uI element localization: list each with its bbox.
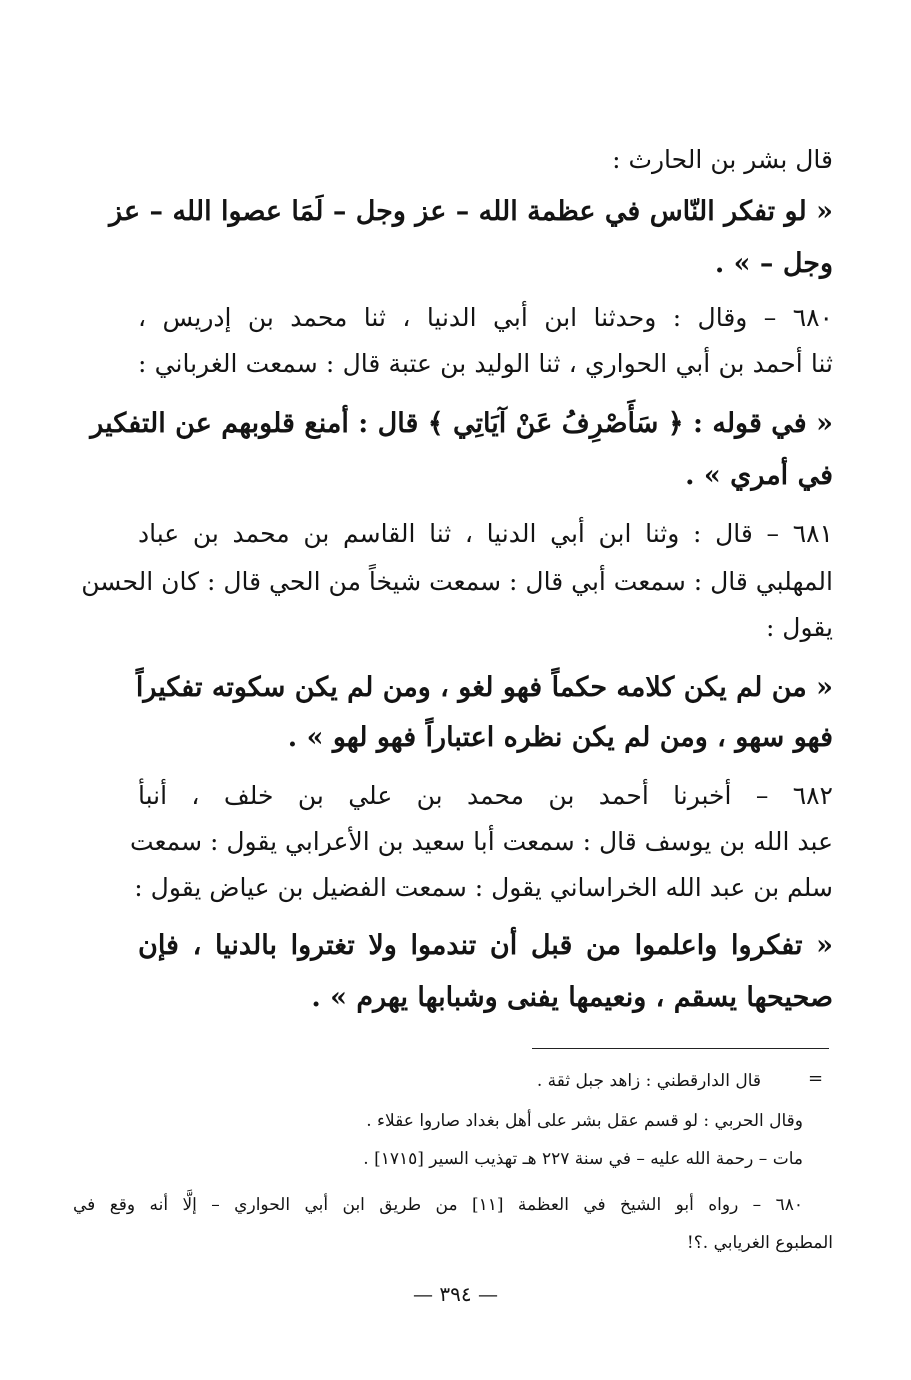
quote-line: فهو سهو ، ومن لم يكن نظره اعتباراً فهو لهو » .	[287, 722, 833, 753]
footnote-separator	[532, 1048, 829, 1049]
text-line: عبد الله بن يوسف قال : سمعت أبا سعيد بن الأعرابي يقول : سمعت	[130, 827, 833, 856]
quote-line: وجل – » .	[714, 248, 833, 279]
text-line: المهلبي قال : سمعت أبي قال : سمعت شيخاً من الحي قال : كان الحسن	[81, 567, 833, 596]
footnote-continuation-mark: =	[808, 1068, 824, 1089]
quote-line: « لو تفكر النّاس في عظمة الله – عز وجل – لَمَا عصوا الله – عز	[109, 196, 833, 227]
page-number: — ٣٩٤ —	[413, 1282, 498, 1306]
quote-line: في أمري » .	[685, 460, 833, 491]
text-line: يقول :	[765, 613, 833, 642]
text-line: سلم بن عبد الله الخراساني يقول : سمعت الفضيل بن عياض يقول :	[134, 873, 833, 902]
text-line: ثنا أحمد بن أبي الحواري ، ثنا الوليد بن عتبة قال : سمعت الغرباني :	[138, 349, 833, 378]
quote-line: صحيحها يسقم ، ونعيمها يفنى وشبابها يهرم » .	[311, 982, 833, 1013]
narration-line-682: ٦٨٢ – أخبرنا أحمد بن محمد بن علي بن خلف ، أنبأ	[138, 781, 833, 810]
quote-line: « تفكروا واعلموا من قبل أن تندموا ولا تغتروا بالدنيا ، فإن	[138, 930, 833, 961]
narration-line-680: ٦٨٠ – وقال : وحدثنا ابن أبي الدنيا ، ثنا محمد بن إدريس ،	[138, 303, 833, 332]
footnote-line: قال الدارقطني : زاهد جبل ثقة .	[536, 1071, 761, 1091]
quote-line: « في قوله : ﴿ سَأَصْرِفُ عَنْ آيَاتِي ﴾ قال : أمنع قلوبهم عن التفكير	[90, 408, 833, 439]
footnote-line: ٦٨٠ – رواه أبو الشيخ في العظمة [١١] من طريق ابن أبي الحواري – إلَّا أنه وقع في	[73, 1195, 803, 1215]
footnote-line: مات – رحمة الله عليه – في سنة ٢٢٧ هـ تهذيب السير [١٧١٥] .	[363, 1149, 803, 1169]
quote-line: « من لم يكن كلامه حكماً فهو لغو ، ومن لم يكن سكوته تفكيراً	[135, 672, 833, 703]
footnote-line: وقال الحربي : لو قسم عقل بشر على أهل بغداد صاروا عقلاء .	[366, 1111, 803, 1131]
footnote-line: المطبوع الغريابي .؟!	[686, 1233, 833, 1253]
narration-line-681: ٦٨١ – قال : وثنا ابن أبي الدنيا ، ثنا القاسم بن محمد بن عباد	[138, 519, 833, 548]
text-line: قال بشر بن الحارث :	[612, 145, 833, 174]
